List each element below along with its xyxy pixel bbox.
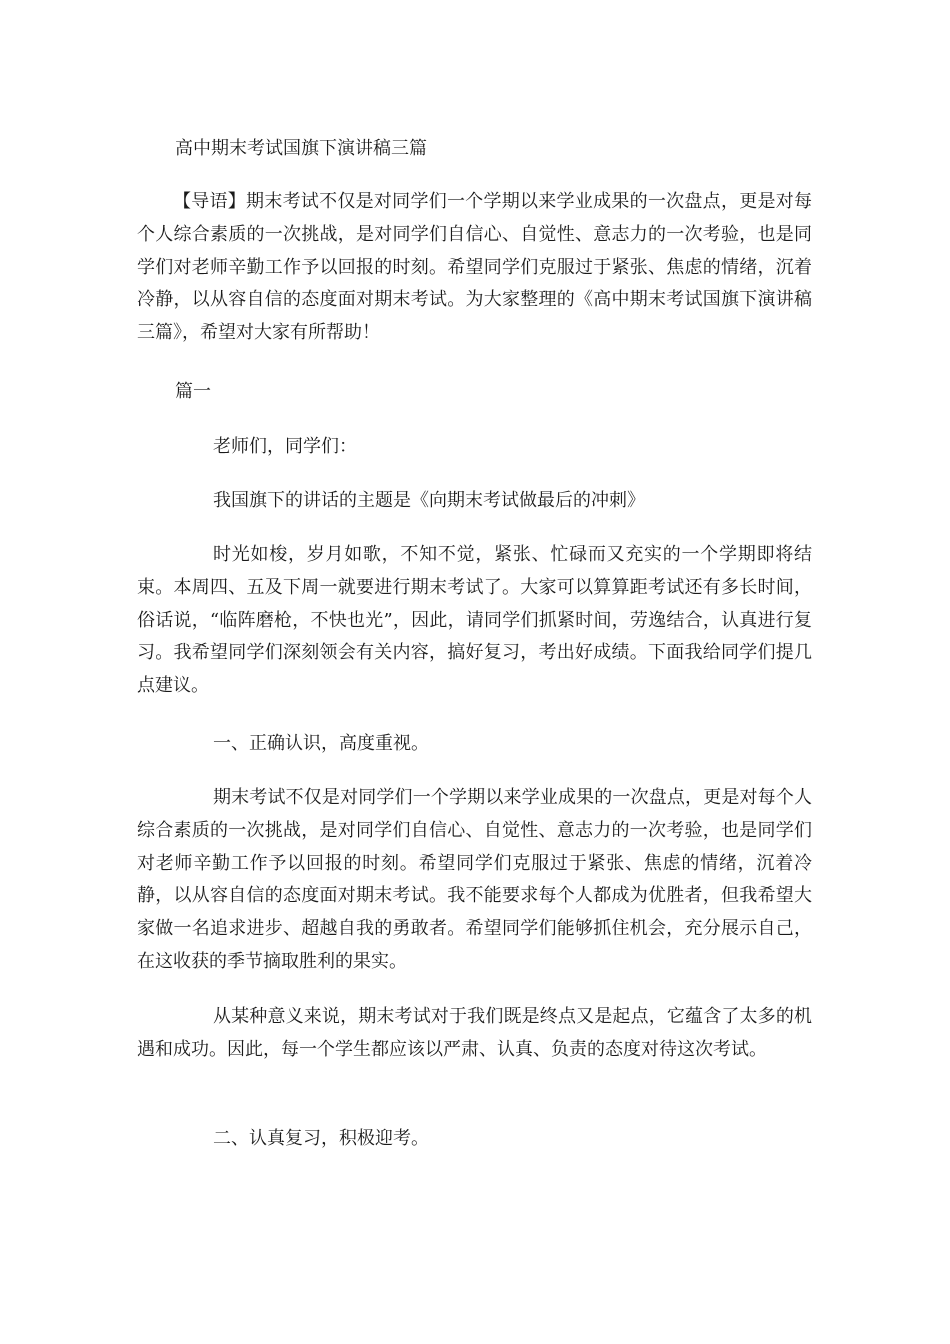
section-label: 篇一 (175, 381, 211, 402)
section-heading-2: 二、认真复习，积极迎考。 (213, 1128, 429, 1149)
greeting: 老师们，同学们： (213, 436, 357, 457)
body-paragraph-1: 时光如梭，岁月如歌，不知不觉，紧张、忙碌而又充实的一个学期即将结束。本周四、五及下周一就要进行期末考试了。大家可以算算距考试还有多长时间，俗话说，“临阵磨枪，不快也光”，因此，请同学们抓紧时间，劳逸结合，认真进行复习。我希望同学们深刻领会有关内容，搞好复习，考出好成绩。下面我给同学们提几点建议。 (137, 544, 812, 697)
intro-paragraph: 【导语】期末考试不仅是对同学们一个学期以来学业成果的一次盘点，更是对每个人综合素质的一次挑战，是对同学们自信心、自觉性、意志力的一次考验，也是同学们对老师辛勤工作予以回报的时刻。希望同学们克服过于紧张、焦虑的情绪，沉着冷静，以从容自信的态度面对期末考试。为大家整理的《高中期末考试国旗下演讲稿三篇》，希望对大家有所帮助！ (137, 191, 812, 344)
document-title: 高中期末考试国旗下演讲稿三篇 (175, 138, 427, 159)
body-paragraph-2: 期末考试不仅是对同学们一个学期以来学业成果的一次盘点，更是对每个人综合素质的一次挑战，是对同学们自信心、自觉性、意志力的一次考验，也是同学们对老师辛勤工作予以回报的时刻。希望同学们克服过于紧张、焦虑的情绪，沉着冷静，以从容自信的态度面对期末考试。我不能要求每个人都成为优胜者，但我希望大家做一名追求进步、超越自我的勇敢者。希望同学们能够抓住机会，充分展示自己，在这收获的季节摘取胜利的果实。 (137, 787, 812, 972)
section-heading-1: 一、正确认识，高度重视。 (213, 733, 429, 754)
speech-topic: 我国旗下的讲话的主题是《向期末考试做最后的冲刺》 (213, 490, 645, 511)
body-paragraph-3: 从某种意义来说，期末考试对于我们既是终点又是起点，它蕴含了太多的机遇和成功。因此，每一个学生都应该以严肃、认真、负责的态度对待这次考试。 (137, 1006, 812, 1060)
